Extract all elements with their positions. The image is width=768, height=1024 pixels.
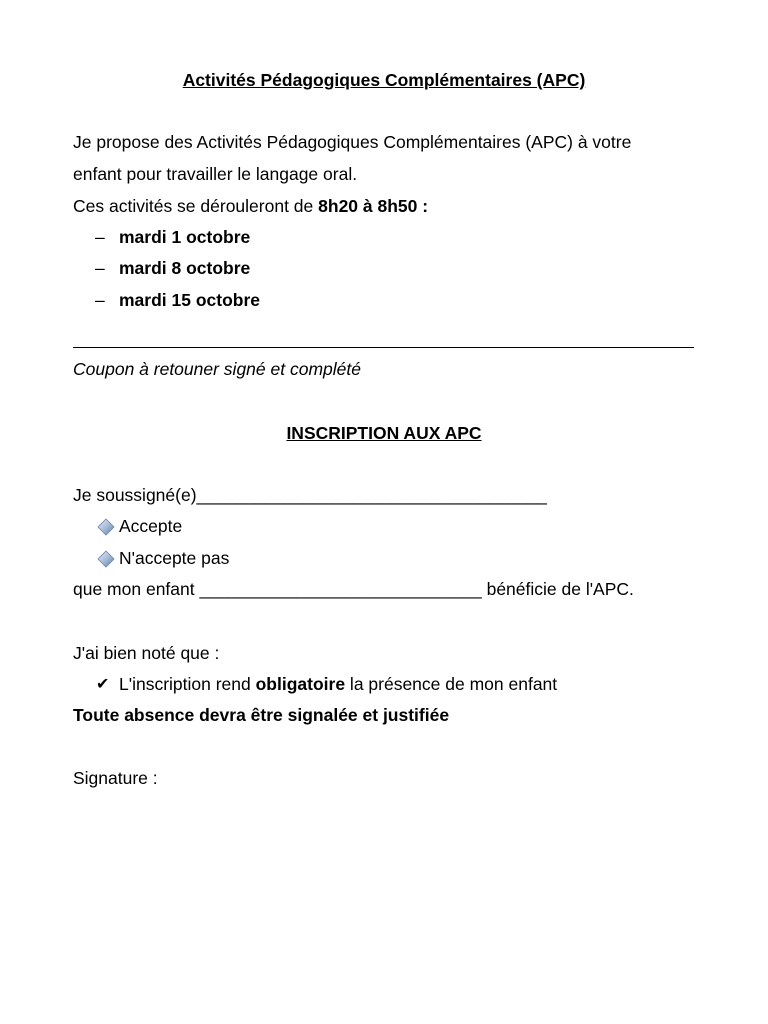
date-label: mardi 15 octobre: [119, 290, 261, 310]
date-label: mardi 8 octobre: [119, 258, 251, 278]
checkmark-icon: ✔: [96, 676, 110, 693]
cut-line-divider: [73, 347, 694, 348]
check-prefix: L'inscription rend: [119, 674, 256, 694]
option-label: Accepte: [119, 516, 183, 536]
diamond-checkbox-icon: [97, 518, 115, 536]
schedule-time: 8h20 à 8h50 :: [318, 196, 429, 216]
document-title: Activités Pédagogiques Complémentaires (APC): [182, 70, 586, 90]
dash-bullet: –: [95, 290, 105, 310]
undersigned-field[interactable]: Je soussigné(e)____________________________________: [73, 485, 547, 505]
coupon-note: Coupon à retouner signé et complété: [73, 359, 361, 379]
signature-label: Signature :: [73, 768, 158, 788]
date-label: mardi 1 octobre: [119, 227, 251, 247]
option-label: N'accepte pas: [119, 548, 230, 568]
absence-notice: Toute absence devra être signalée et justifiée: [73, 705, 450, 725]
check-bold: obligatoire: [255, 674, 346, 694]
child-name-field[interactable]: que mon enfant _____________________________ bénéficie de l'APC.: [73, 579, 634, 599]
form-heading: INSCRIPTION AUX APC: [286, 423, 482, 443]
check-suffix: la présence de mon enfant: [345, 674, 558, 694]
noted-label: J'ai bien noté que :: [73, 643, 220, 663]
diamond-checkbox-icon: [97, 550, 115, 568]
schedule-prefix: Ces activités se dérouleront de: [73, 196, 319, 216]
dash-bullet: –: [95, 227, 105, 247]
intro-line-1: Je propose des Activités Pédagogiques Complémentaires (APC) à votre: [73, 132, 632, 152]
checked-item-text: [119, 673, 557, 695]
schedule-line: [73, 195, 428, 217]
intro-line-2: enfant pour travailler le langage oral.: [73, 164, 358, 184]
dash-bullet: –: [95, 258, 105, 278]
